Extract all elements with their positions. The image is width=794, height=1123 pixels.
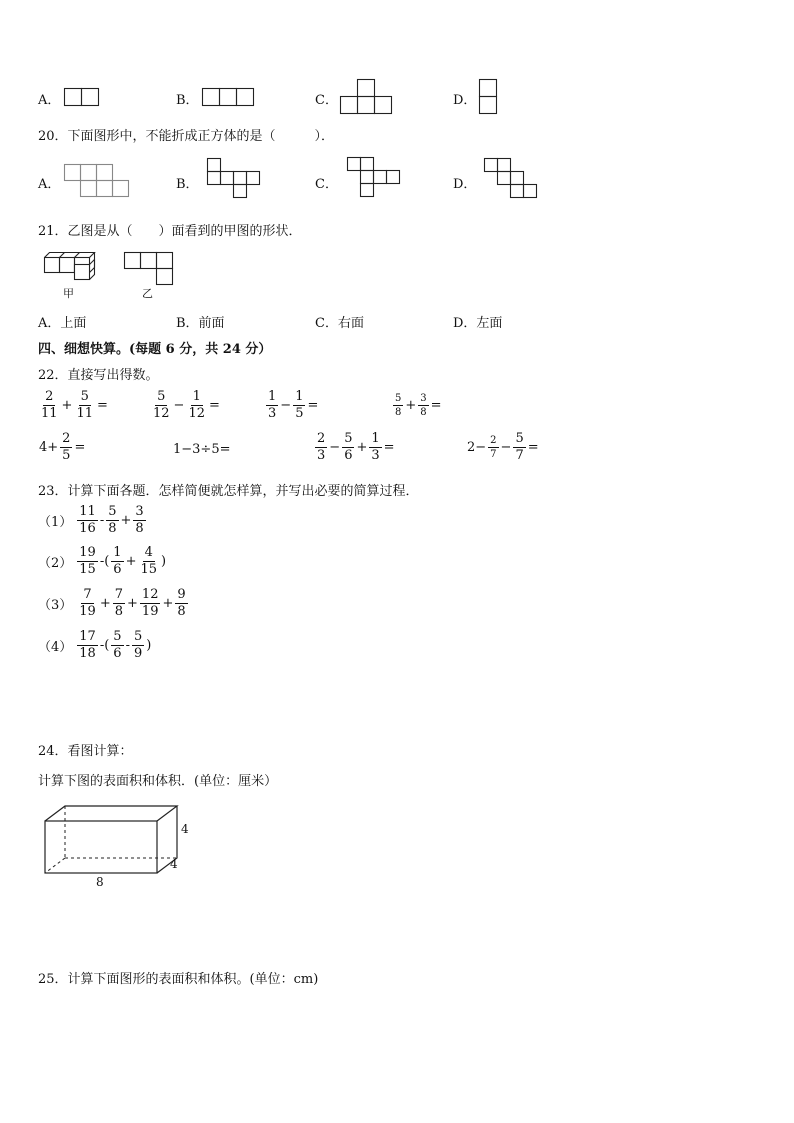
q25-stem: 25．计算下面图形的表面积和体积。(单位：cm) [38,972,319,987]
q19-option-b-label: B． [176,93,199,108]
q24-cuboid-figure [44,805,184,875]
q21-figure-yi [124,252,176,288]
section-4-title: 四、细想快算。(每题 6 分，共 24 分） [38,342,272,357]
q21-figure-jia [44,251,104,283]
q24-dim-length: 8 [96,875,104,889]
q19-option-c-figure [340,79,394,115]
q19-option-a-figure [64,88,100,106]
q20-option-c-figure [347,157,401,199]
q22-r1-e4: 5 8 + $\frac{3}{8}$ = [395,393,442,418]
q23-item-4: （4） 17 18 -( 5 6 - 5 9 ) [38,629,152,661]
q22-r2-e4: 2− $\frac{2}{7}$ − $\frac{5}{7}$ = [467,431,539,463]
q23-item-1: （1） 11 16 - 5 8 + $\frac{3}{8}$ [38,504,144,536]
q19-option-a-label: A． [38,93,61,108]
q21-option-d: D．左面 [453,316,503,331]
q22-r1-e3: 1 3 − $\frac{1}{5}$ = [268,389,319,421]
q21-label-yi: 乙 [142,287,153,300]
q20-option-a-label: A． [38,177,61,192]
q22-r2-e3: 2 3 − $\frac{5}{6}$ + $\frac{1}{3}$ = [317,431,395,463]
q19-option-d-label: D． [453,93,477,108]
q20-stem: 20．下面图形中，不能折成正方体的是（ ）． [38,129,335,144]
q20-option-c-label: C． [315,177,338,192]
q21-option-c: C．右面 [315,316,364,331]
q24-dim-height: 4 [181,822,189,836]
q21-label-jia: 甲 [63,287,74,300]
q24-dim-width: 4 [170,857,178,871]
q20-option-b-figure [207,158,261,202]
q22-r1-e1: 2 11 + $\frac{5}{11}$ = [41,389,108,421]
q22-r1-e2: 5 12 − $\frac{1}{12}$ = [153,389,220,421]
q19-option-b-figure [202,88,256,106]
q21-option-a: A．上面 [38,316,87,331]
q20-option-d-figure [484,158,538,200]
q21-stem: 21．乙图是从（ ）面看到的甲图的形状． [38,224,302,239]
q23-item-3: （3） 7 19 + $\frac{7}{8}$ + $\frac{12}{19}$ + $\frac{9}{8}$ [38,587,186,619]
q19-option-c-label: C． [315,93,338,108]
q22-r2-e1: 4+ $\frac{2}{5}$ = [39,431,86,463]
q21-option-b: B．前面 [176,316,225,331]
q22-stem: 22．直接写出得数。 [38,368,159,383]
q23-item-2: （2） 19 15 -( 1 6 + $\frac{4}{15}$ ) [38,545,167,577]
q20-option-b-label: B． [176,177,199,192]
q20-option-a-figure [64,164,130,198]
q20-option-d-label: D． [453,177,477,192]
q24-subtitle: 计算下图的表面积和体积．(单位：厘米） [38,774,278,789]
q19-option-d-figure [479,79,497,115]
q23-stem: 23．计算下面各题．怎样简便就怎样算，并写出必要的简算过程． [38,484,419,499]
q24-stem: 24．看图计算： [38,744,133,759]
q22-r2-e2: 1−3÷5= [173,442,231,457]
